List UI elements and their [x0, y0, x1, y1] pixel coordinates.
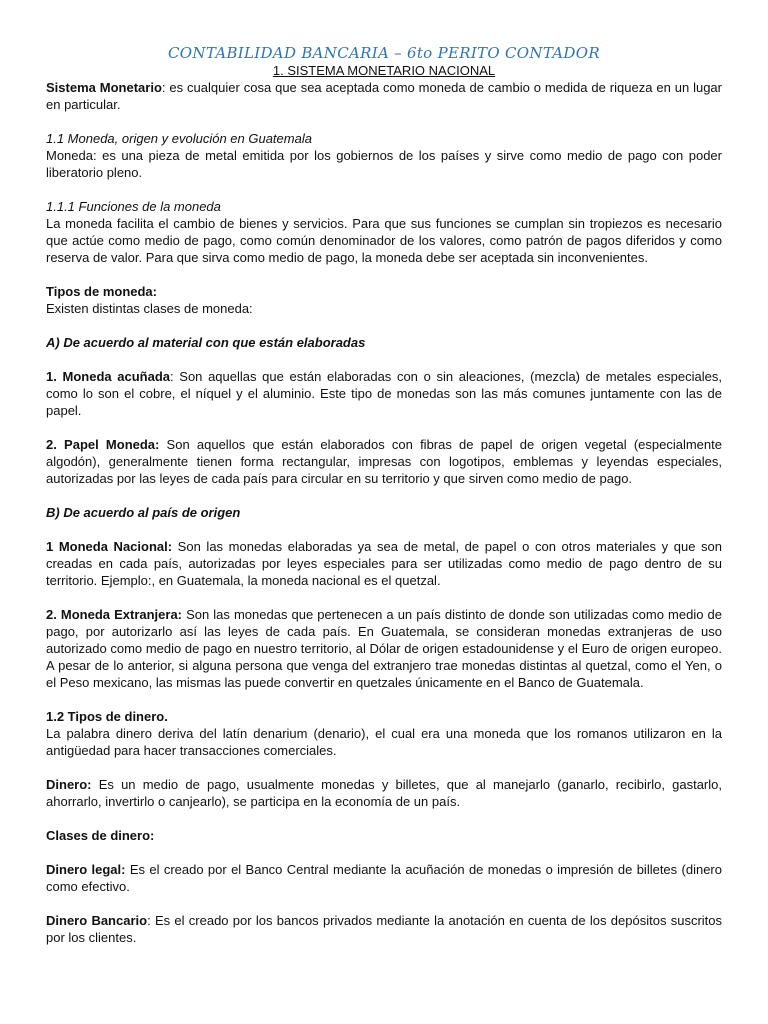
- heading-pais-origen: B) De acuerdo al país de origen: [46, 505, 241, 520]
- moneda-extranjera-text: Son las monedas que pertenecen a un país distinto de donde son utilizadas como medio de pago, por autorizarlo así las leyes de cada país. En Guatemala, se consideran monedas extranjeras de uso autorizado como medio de pago en nuestro territorio, al Dólar de origen estadounidense y el Euro de origen europeo. A pesar de lo anterior, si alguna persona que venga del extranjero trae monedas distintas al quetzal, como el Yen, o el Peso mexicano, las mismas las puede convertir en quetzales únicamente en el Banco de Guatemala.: [46, 607, 722, 690]
- moneda-extranjera-paragraph: [46, 606, 722, 691]
- papel-moneda-paragraph: [46, 436, 722, 487]
- tipos-text: Existen distintas clases de moneda:: [46, 301, 253, 316]
- document-title: CONTABILIDAD BANCARIA – 6to PERITO CONTADOR: [168, 44, 600, 62]
- term-moneda-extranjera: 2. Moneda Extranjera:: [46, 607, 183, 622]
- term-dinero-legal: Dinero legal:: [46, 862, 126, 877]
- sistema-monetario-text: : es cualquier cosa que sea aceptada como moneda de cambio o medida de riqueza en un lugar en particular.: [46, 80, 722, 112]
- dinero-definition-paragraph: [46, 776, 722, 810]
- dinero-definition-text: Es un medio de pago, usualmente monedas y billetes, que al manejarlo (ganarlo, recibirlo, gastarlo, ahorrarlo, invertirlo o canjearlo), se participa en la economía de un país.: [46, 777, 722, 809]
- dinero-bancario-text: : Es el creado por los bancos privados mediante la anotación en cuenta de los depósitos suscritos por los clientes.: [46, 913, 722, 945]
- moneda-acunada-paragraph: [46, 368, 722, 419]
- heading-tipos-dinero: 1.2 Tipos de dinero.: [46, 709, 168, 724]
- moneda-nacional-paragraph: [46, 538, 722, 589]
- papel-moneda-text: Son aquellos que están elaborados con fibras de papel de origen vegetal (especialmente algodón), generalmente tienen forma rectangular, impresas con logotipos, emblemas y leyendas especiales, autorizadas por las leyes de cada país para circular en su territorio y que sirven como medio de pago.: [46, 437, 722, 486]
- funciones-text: La moneda facilita el cambio de bienes y servicios. Para que sus funciones se cumplan sin tropiezos es necesario que actúe como medio de pago, como común denominador de los valores, como patrón de pagos diferidos y como reserva de valor. Para que sirva como medio de pago, la moneda debe ser aceptada sin inconvenientes.: [46, 216, 722, 265]
- dinero-bancario-paragraph: [46, 912, 722, 946]
- dinero-legal-paragraph: [46, 861, 722, 895]
- sistema-monetario-paragraph: [46, 79, 722, 113]
- moneda-definition: Moneda: es una pieza de metal emitida por los gobiernos de los países y sirve como medio de pago con poder liberatorio pleno.: [46, 148, 722, 180]
- term-papel-moneda: 2. Papel Moneda:: [46, 437, 160, 452]
- section-title: 1. SISTEMA MONETARIO NACIONAL: [272, 63, 496, 78]
- dinero-origen-text: La palabra dinero deriva del latín denarium (denario), el cual era una moneda que los romanos utilizaron en la antigüedad para hacer transacciones comerciales.: [46, 726, 722, 758]
- heading-funciones: 1.1.1 Funciones de la moneda: [46, 199, 221, 214]
- heading-moneda-origen: 1.1 Moneda, origen y evolución en Guatemala: [46, 131, 312, 146]
- heading-tipos-moneda: Tipos de moneda:: [46, 284, 157, 299]
- term-moneda-acunada: 1. Moneda acuñada: [46, 369, 171, 384]
- term-moneda-nacional: 1 Moneda Nacional:: [46, 539, 173, 554]
- heading-clases-dinero: Clases de dinero:: [46, 828, 155, 843]
- term-dinero-bancario: Dinero Bancario: [46, 913, 148, 928]
- heading-material: A) De acuerdo al material con que están elaboradas: [46, 335, 366, 350]
- term-dinero: Dinero:: [46, 777, 92, 792]
- moneda-acunada-text: : Son aquellas que están elaboradas con o sin aleaciones, (mezcla) de metales especiales, como lo son el cobre, el níquel y el aluminio. Este tipo de monedas son las más comunes juntamente con las de papel.: [46, 369, 722, 418]
- dinero-legal-text: Es el creado por el Banco Central mediante la acuñación de monedas o impresión de billetes (dinero como efectivo.: [46, 862, 722, 894]
- moneda-nacional-text: Son las monedas elaboradas ya sea de metal, de papel o con otros materiales y que son creadas en cada país, autorizadas por leyes especiales para ser utilizadas como medio de pago dentro de su territorio. Ejemplo:, en Guatemala, la moneda nacional es el quetzal.: [46, 539, 723, 588]
- term-sistema-monetario: Sistema Monetario: [46, 80, 162, 95]
